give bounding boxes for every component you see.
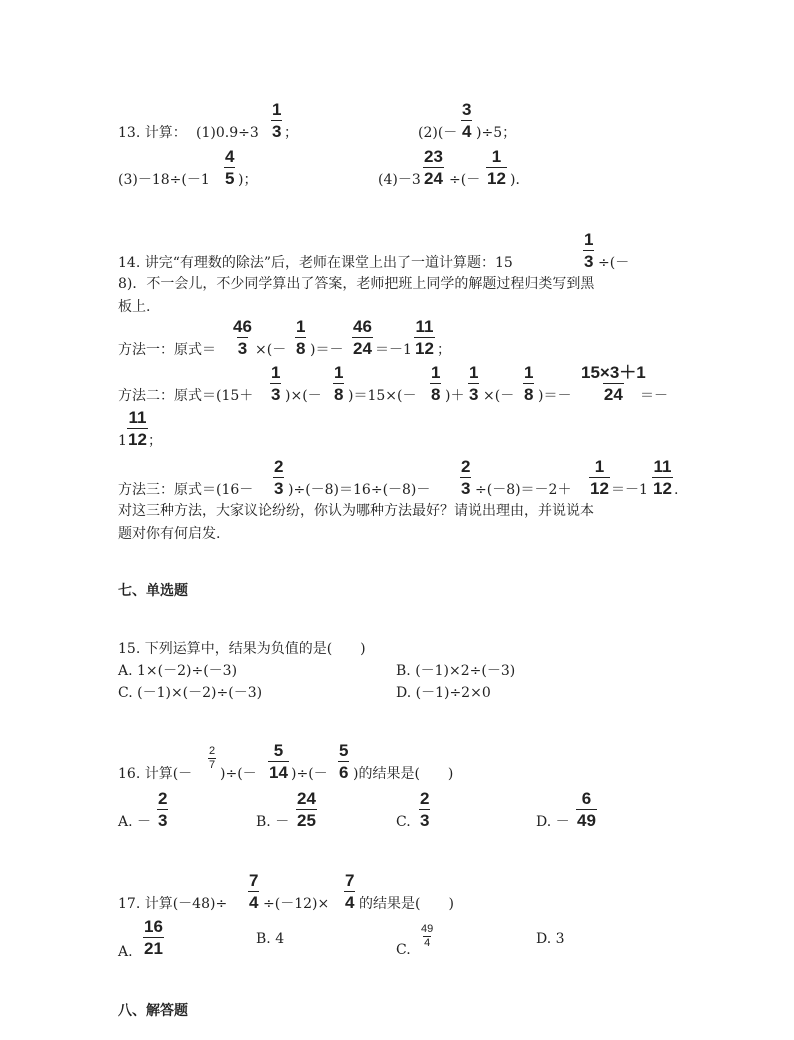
fraction: 11 12 [415, 317, 434, 358]
fraction: 16 21 [144, 917, 163, 958]
fraction: 15×3＋1 24 [581, 363, 646, 404]
fraction: 46 3 [233, 317, 252, 358]
fraction: 5 14 [269, 741, 288, 782]
q13-part4-text: (4)－3 [378, 172, 421, 188]
fraction: 1 3 [272, 100, 282, 141]
q14-stem-line3: 板上. [118, 299, 151, 315]
q13-part3-text: (3)－18÷(－1 [118, 172, 210, 188]
fraction: 1 3 [584, 230, 594, 271]
q17-stem: 17. 计算(－48)÷ [118, 896, 228, 912]
q15-option-b[interactable]: B. (－1)×2÷(－3) [396, 663, 516, 679]
q16-stem: 16. 计算(－ [118, 766, 193, 782]
fraction: 1 3 [271, 363, 281, 404]
fraction: 2 3 [420, 789, 430, 830]
q15-option-a[interactable]: A. 1×(－2)÷(－3) [118, 663, 238, 679]
method-3-label: 方法三：原式＝(16－ [118, 482, 254, 498]
q17-option-c[interactable]: C. [396, 942, 411, 958]
q17-option-b[interactable]: B. 4 [256, 931, 285, 947]
q13-label: 13. 计算： [118, 125, 187, 141]
q13-part1-text: (1)0.9÷3 [196, 125, 259, 141]
q16-option-b[interactable]: B. － [256, 814, 290, 830]
fraction: 1 3 [469, 363, 479, 404]
fraction: 11 12 [128, 408, 147, 449]
fraction: 1 8 [431, 363, 441, 404]
q15-option-c[interactable]: C. (－1)×(－2)÷(－3) [118, 685, 263, 701]
fraction: 1 12 [487, 147, 506, 188]
section-heading-answer: 八、解答题 [118, 1003, 188, 1019]
fraction: 3 4 [462, 100, 472, 141]
fraction: 1 8 [296, 317, 306, 358]
q14-stem-line1: 14. 讲完“有理数的除法”后，老师在课堂上出了一道计算题：15 [118, 255, 513, 271]
section-heading-single-choice: 七、单选题 [118, 583, 188, 599]
q14-question-line1: 对这三种方法，大家议论纷纷，你认为哪种方法最好？请说出理由，并说说本 [118, 503, 594, 519]
fraction: 1 8 [524, 363, 534, 404]
q15-option-d[interactable]: D. (－1)÷2×0 [396, 685, 491, 701]
fraction: 7 4 [345, 871, 355, 912]
q17-option-a[interactable]: A. [118, 944, 133, 960]
fraction: 24 25 [297, 789, 316, 830]
fraction: 5 6 [339, 741, 349, 782]
fraction: 2 3 [461, 457, 471, 498]
fraction: 2 3 [158, 789, 168, 830]
fraction: 1 12 [590, 457, 609, 498]
fraction: 2 3 [274, 457, 284, 498]
q17-option-d[interactable]: D. 3 [536, 931, 565, 947]
q15-stem: 15. 下列运算中，结果为负值的是( ) [118, 641, 366, 657]
fraction: 49 4 [421, 923, 434, 949]
q16-option-c[interactable]: C. [396, 814, 411, 830]
fraction: 6 49 [577, 789, 596, 830]
method-1-label: 方法一：原式＝ [118, 342, 216, 358]
fraction: 1 8 [334, 363, 344, 404]
method-2-label: 方法二：原式＝(15＋ [118, 388, 254, 404]
fraction: 11 12 [653, 457, 672, 498]
fraction: 4 5 [225, 147, 235, 188]
q13-part2-text: (2)(－ [418, 125, 458, 141]
fraction: 2 7 [209, 745, 216, 771]
fraction: 46 24 [353, 317, 372, 358]
fraction: 7 4 [249, 871, 259, 912]
q14-stem-line2: 8)．不一会儿，不少同学算出了答案，老师把班上同学的解题过程归类写到黑 [118, 276, 595, 292]
q14-question-line2: 题对你有何启发. [118, 526, 221, 542]
q16-option-d[interactable]: D. － [536, 814, 570, 830]
fraction: 23 24 [424, 147, 443, 188]
q16-option-a[interactable]: A. － [118, 814, 152, 830]
